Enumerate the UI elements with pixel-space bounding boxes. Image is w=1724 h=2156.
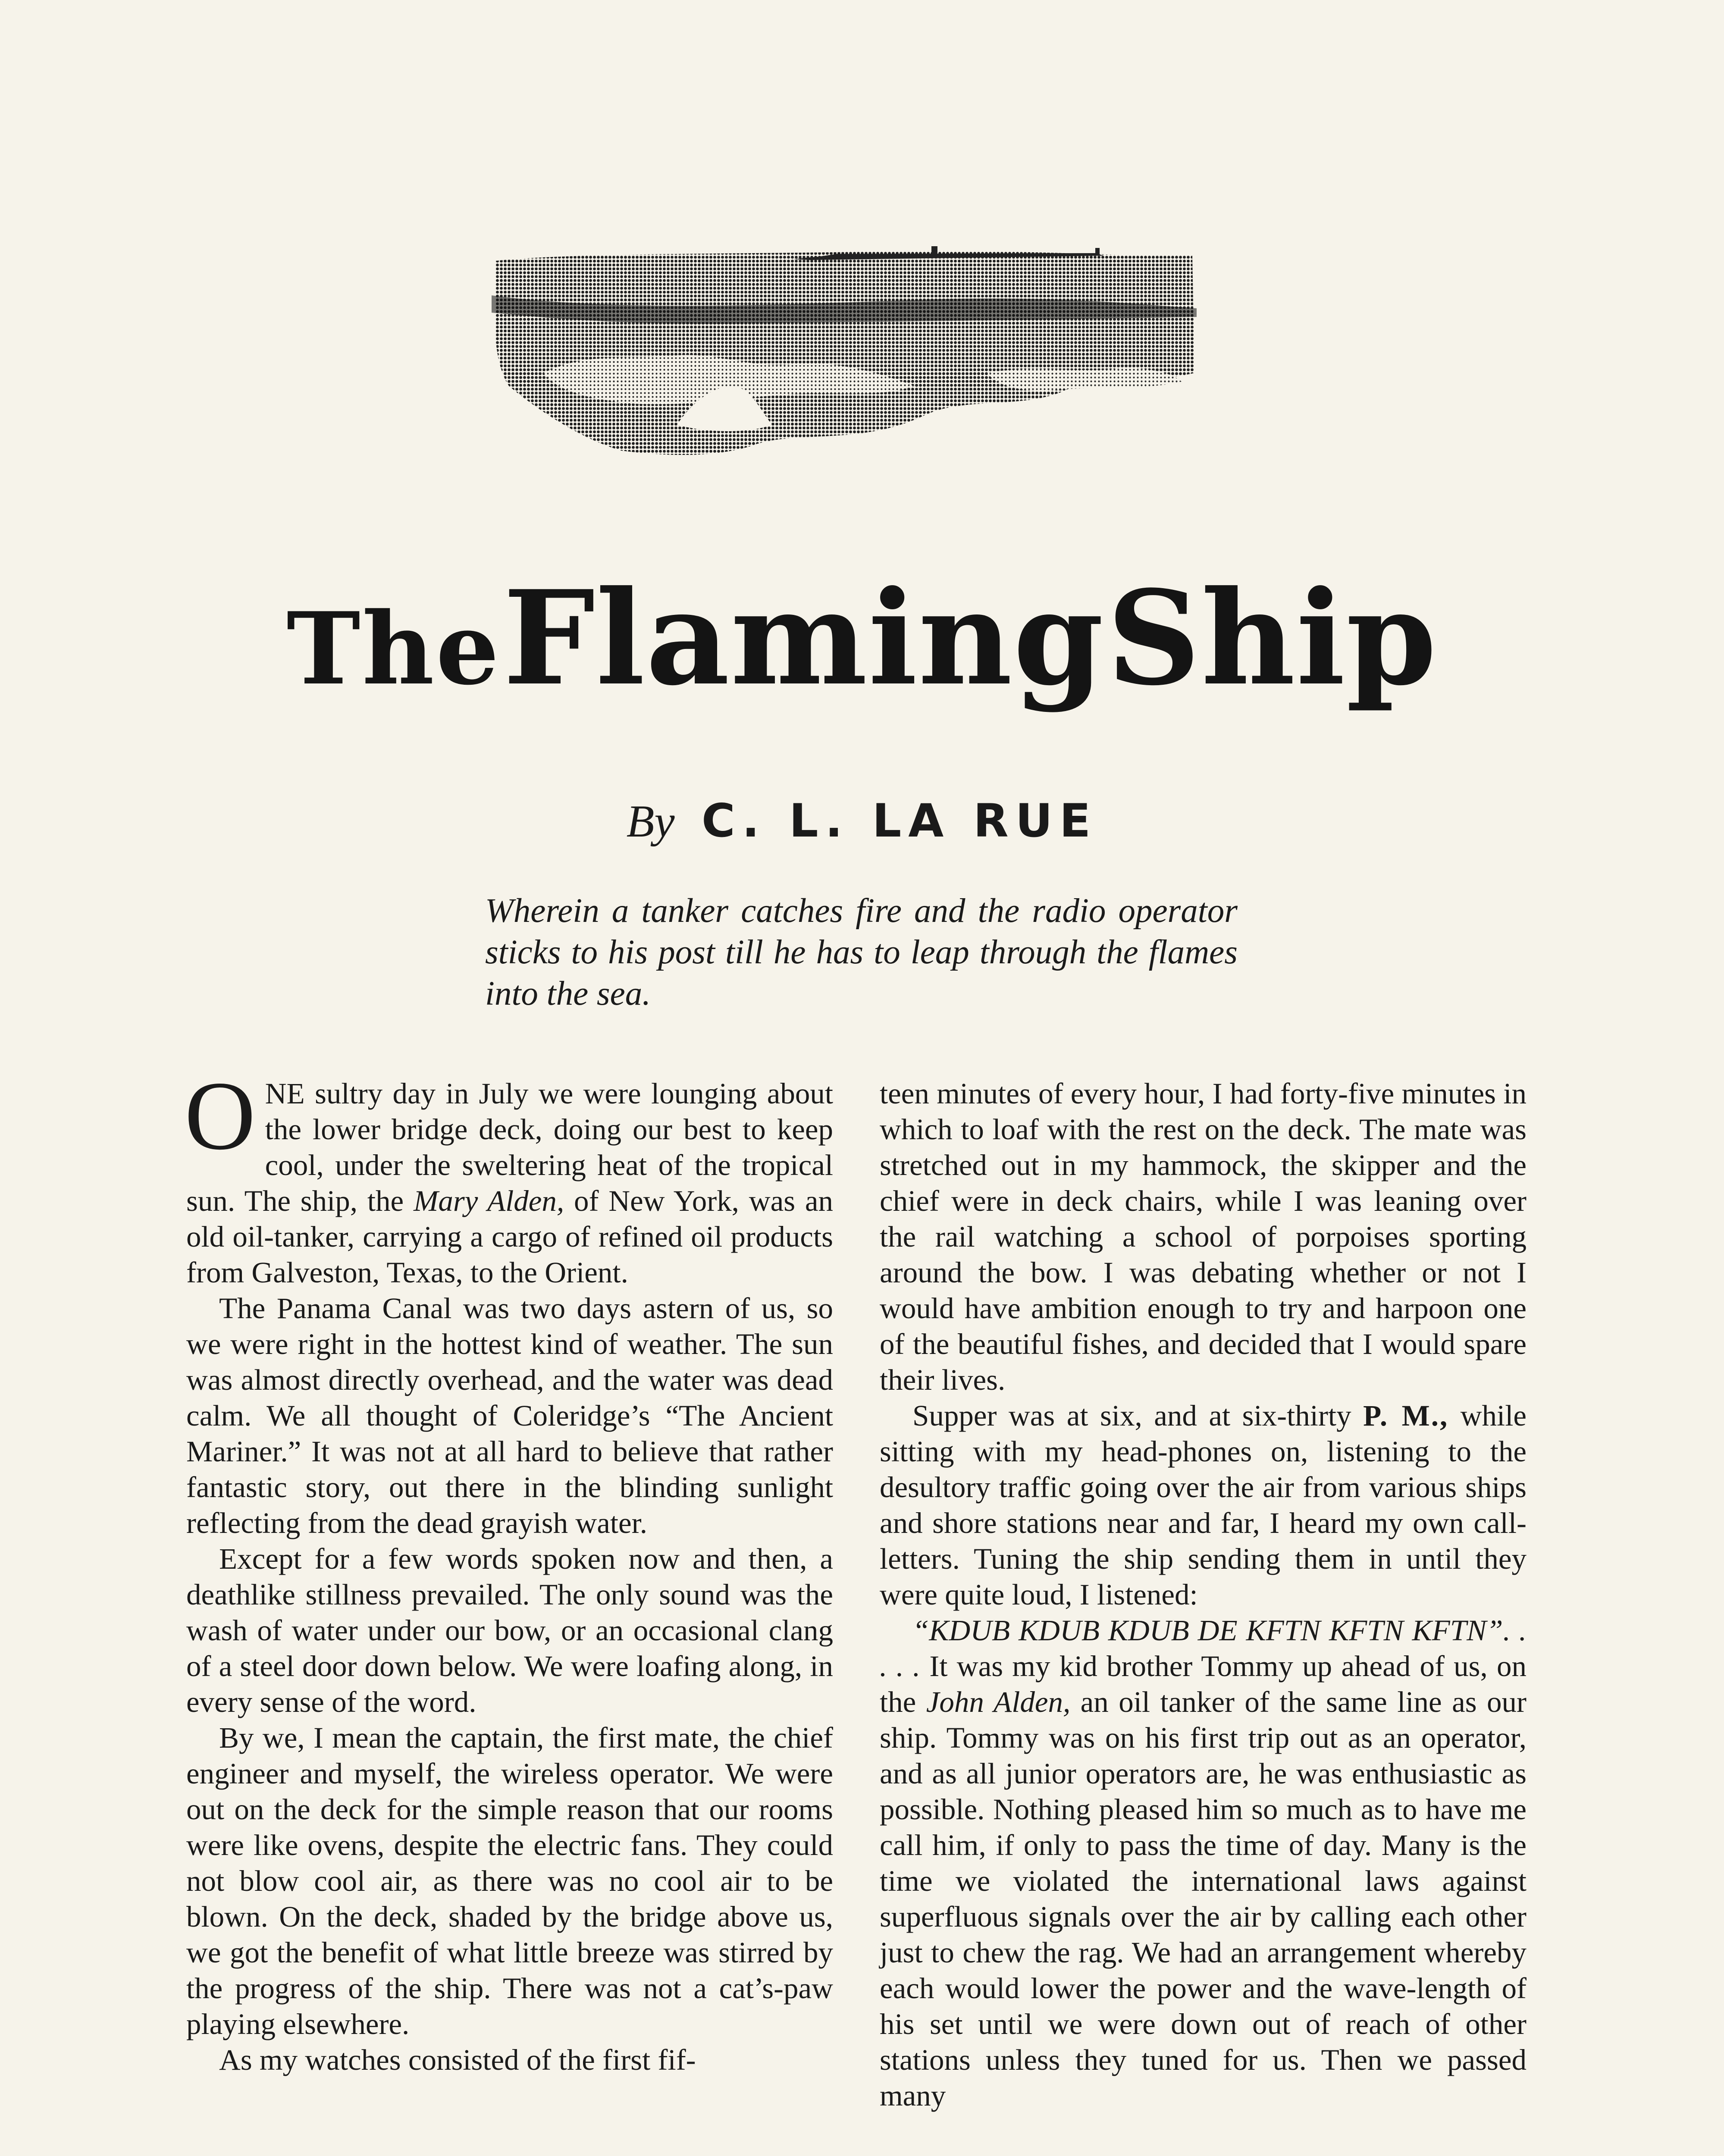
text-run: of New York, was an old oil-tanker, carrying a cargo of refined oil products from Galveston, Texas, to the Orient. — [186, 1185, 833, 1289]
title-word-flaming: Flaming — [503, 562, 1105, 714]
byline-prefix: By — [626, 796, 675, 846]
radio-call-signal: “KDUB KDUB KDUB DE KFTN KFTN KFTN”. . . . . — [880, 1614, 1527, 1683]
paragraph: As my watches consisted of the first fif- — [219, 2043, 696, 2076]
paragraph — [880, 1613, 1527, 2114]
paragraph: Except for a few words spoken now and then, a deathlike stillness prevailed. The only sound was the wash of water under our bow, or an occasional clang of a steel door down below. We were loafing along, in every sense of the word. — [186, 1542, 833, 1718]
paragraph: By we, I mean the captain, the first mate, the chief engineer and myself, the wireless operator. We were out on the deck for the simple reason that our rooms were like ovens, despite the electric fans. They could not blow cool air, as there was no cool air to be blown. On the deck, shaded by the bridge above us, we got the benefit of what little breeze was stirred by the progress of the ship. There was not a cat’s-paw playing elsewhere. — [186, 1721, 833, 2040]
author-name: C. L. LA RUE — [702, 794, 1098, 847]
text-column-left — [185, 1062, 833, 2078]
ship-name-john-alden: John Alden, — [926, 1686, 1071, 1718]
text-run: It was my kid brother Tommy up ahead of us, on the — [880, 1650, 1527, 1718]
paragraph — [185, 1062, 833, 1291]
text-column-right — [880, 1076, 1527, 2114]
ship-sea-illustration — [492, 244, 1197, 468]
drop-cap: O — [185, 1062, 256, 1170]
title-word-the: The — [286, 591, 501, 707]
text-run: Supper was at six, and at six-thirty — [912, 1399, 1364, 1432]
title-word-ship: Ship — [1107, 562, 1438, 714]
paragraph: teen minutes of every hour, I had forty-five minutes in which to loaf with the rest on the deck. The mate was stretched out in my hammock, the skipper and the chief were in deck chairs, while I was leaning over the rail watching a school of porpoises sporting around the bow. I was debating whether or not I would have ambition enough to try and harpoon one of the beautiful fishes, and decided that I would spare their lives. — [880, 1077, 1527, 1396]
paragraph — [880, 1398, 1527, 1613]
text-run: an oil tanker of the same line as our ship. Tommy was on his first trip out as an operator, and as all junior operators are, he was enthusiastic as possible. Nothing pleased him so much as to have me call him, if only to pass the time of day. Many is the time we violated the international laws against superfluous signals over the air by calling each other just to chew the rag. We had an arrangement whereby each would lower the power and the wave-length of his set until we were down out of reach of other stations unless they tuned for us. Then we passed many — [880, 1686, 1527, 2112]
ship-name-mary-alden: Mary Alden, — [413, 1185, 564, 1217]
time-abbreviation: P. M., — [1363, 1399, 1449, 1432]
article-blurb: Wherein a tanker catches fire and the radio operator sticks to his post till he has to leap through the flames into the sea. — [485, 892, 1238, 1012]
text-run: while sitting with my head-phones on, listening to the desultory traffic going over the air from various ships and shore stations near and far, I heard my own call-letters. Tuning the ship sending them in until they were quite loud, I listened: — [880, 1399, 1527, 1611]
text-run: NE sultry day in July we were lounging about the lower bridge deck, doing our best to keep cool, under the sweltering heat of the tropical sun. The ship, the — [186, 1077, 833, 1217]
article-title — [0, 562, 1724, 714]
byline — [0, 793, 1724, 849]
paragraph: The Panama Canal was two days astern of us, so we were right in the hottest kind of weather. The sun was almost directly overhead, and the water was dead calm. We all thought of Coleridge’s “The Ancient Mariner.” It was not at all hard to believe that rather fantastic story, out there in the blinding sunlight reflecting from the dead grayish water. — [186, 1292, 833, 1539]
